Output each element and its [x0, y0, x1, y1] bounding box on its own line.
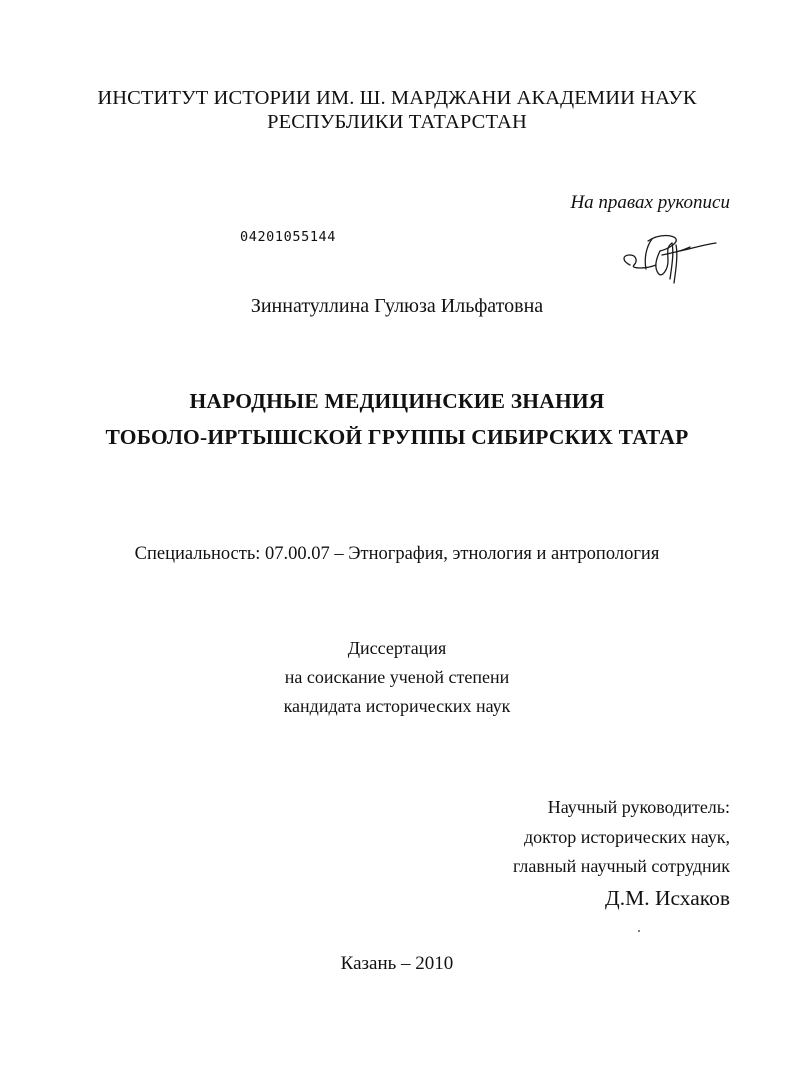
- author-name: Зиннатуллина Гулюза Ильфатовна: [250, 295, 544, 317]
- dissertation-block: [0, 634, 794, 721]
- supervisor-position: главный научный сотрудник: [512, 856, 730, 876]
- institute-line-1: ИНСТИТУТ ИСТОРИИ ИМ. Ш. МАРДЖАНИ АКАДЕМИИ НАУК: [97, 87, 697, 109]
- supervisor-degree: доктор исторических наук,: [524, 826, 730, 847]
- supervisor-block: [513, 793, 730, 914]
- manuscript-rights-note: На правах рукописи: [570, 192, 730, 213]
- title-line-2: ТОБОЛО-ИРТЫШСКОЙ ГРУППЫ СИБИРСКИХ ТАТАР: [105, 425, 689, 449]
- document-number: 04201055144: [240, 229, 337, 245]
- dissertation-line-2: на соискание ученой степени: [284, 667, 510, 687]
- dissertation-line-1: Диссертация: [347, 638, 447, 658]
- signature-icon: [616, 225, 726, 287]
- title-line-1: НАРОДНЫЕ МЕДИЦИНСКИЕ ЗНАНИЯ: [189, 389, 605, 413]
- dissertation-line-3: кандидата исторических наук: [283, 696, 511, 716]
- institute-header: [0, 86, 794, 134]
- city-year: Казань – 2010: [340, 953, 454, 974]
- supervisor-name: Д.М. Исхаков: [605, 885, 730, 910]
- supervisor-label: Научный руководитель:: [547, 797, 730, 817]
- scan-speck: [638, 930, 640, 932]
- institute-line-2: РЕСПУБЛИКИ ТАТАРСТАН: [267, 111, 527, 133]
- dissertation-title: [0, 383, 794, 455]
- specialty-line: Специальность: 07.00.07 – Этнография, этнология и антропология: [134, 544, 660, 564]
